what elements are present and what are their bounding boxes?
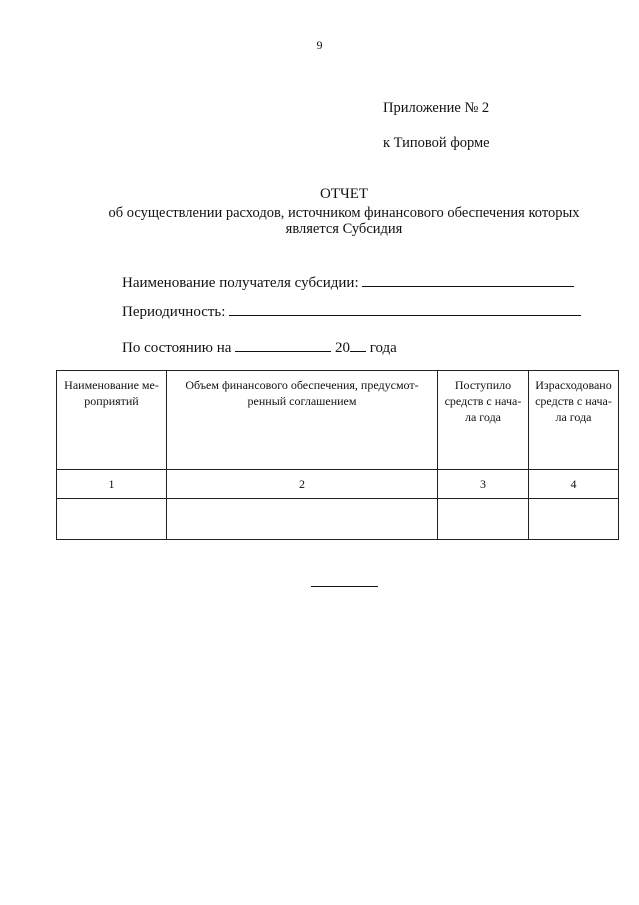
appendix-title: Приложение № 2 <box>383 100 490 116</box>
report-subtitle-line2: является Субсидия <box>285 221 403 237</box>
column-number-4: 4 <box>529 470 619 499</box>
table-cell[interactable] <box>57 499 167 540</box>
table-row <box>57 499 619 540</box>
table-cell[interactable] <box>438 499 529 540</box>
as-of-label: По состоянию на <box>122 340 232 356</box>
column-header-activities: Наименование ме-роприятий <box>57 371 167 470</box>
recipient-label: Наименование получателя субсидии: <box>122 275 359 291</box>
table-cell[interactable] <box>529 499 619 540</box>
periodicity-blank[interactable] <box>229 301 581 316</box>
column-header-received: Поступило средств с нача-ла года <box>438 371 529 470</box>
column-header-spent: Израсходовано средств с нача-ла года <box>529 371 619 470</box>
column-number-1: 1 <box>57 470 167 499</box>
periodicity-label: Периодичность: <box>122 304 226 320</box>
report-table <box>56 370 619 540</box>
as-of-day-month-blank[interactable] <box>235 337 331 352</box>
column-number-2: 2 <box>167 470 438 499</box>
column-header-financing-volume: Объем финансового обеспечения, предусмот-ренный соглашением <box>167 371 438 470</box>
appendix-subtitle: к Типовой форме <box>383 135 490 151</box>
page-number: 9 <box>316 38 323 52</box>
recipient-blank[interactable] <box>362 272 574 287</box>
year-prefix: 20 <box>334 340 350 356</box>
year-blank[interactable] <box>350 337 366 352</box>
separator-line <box>311 586 378 587</box>
report-title: ОТЧЕТ <box>319 186 369 202</box>
year-suffix: года <box>369 340 397 356</box>
report-subtitle <box>60 205 628 237</box>
periodicity-field <box>122 301 581 321</box>
table-header-row <box>57 371 619 470</box>
table-cell[interactable] <box>167 499 438 540</box>
column-number-3: 3 <box>438 470 529 499</box>
as-of-date-field <box>122 337 397 357</box>
recipient-field <box>122 272 574 292</box>
report-subtitle-line1: об осуществлении расходов, источником финансового обеспечения которых <box>108 205 580 221</box>
table-row <box>57 470 619 499</box>
